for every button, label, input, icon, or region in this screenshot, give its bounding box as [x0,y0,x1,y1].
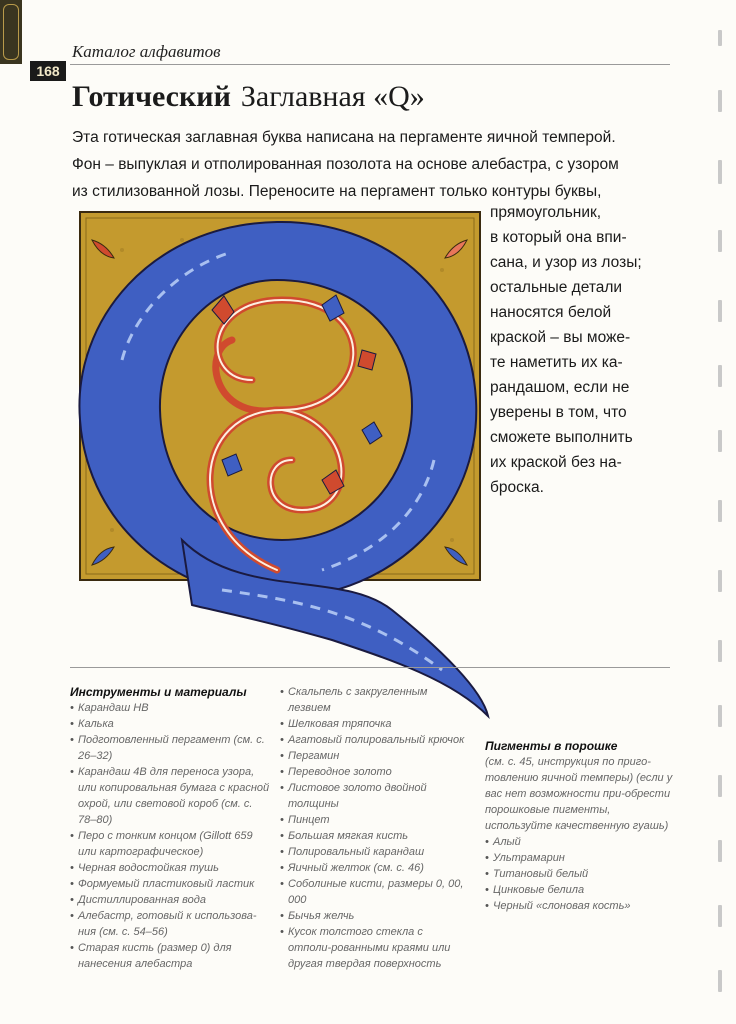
list-item: • Пергамин [280,748,465,764]
edge-tab [718,705,722,727]
list-item: • Шелковая тряпочка [280,716,465,732]
list-item: • Листовое золото двойной толщины [280,780,465,812]
materials-title: Инструменты и материалы [70,685,247,699]
list-item: • Большая мягкая кисть [280,828,465,844]
list-item: • Титановый белый [485,866,675,882]
side-line: уверены в том, что [490,404,627,421]
list-item: • Ультрамарин [485,850,675,866]
side-line: броска. [490,479,544,496]
section-rule [70,667,670,668]
side-line: те наметить их ка- [490,354,623,371]
edge-tab [718,500,722,522]
side-line: остальные детали [490,279,623,296]
materials-column-1 [70,684,270,972]
page-heading [72,80,425,114]
list-item: • Полировальный карандаш [280,844,465,860]
heading-bold: Готический [72,80,231,113]
side-line: прямоугольник, [490,204,602,221]
edge-tab [718,300,722,322]
side-line: сможете выполнить [490,429,633,446]
side-paragraph [490,200,680,500]
list-item: • Переводное золото [280,764,465,780]
edge-tab [718,365,722,387]
list-item: • Старая кисть (размер 0) для нанесения алебастра [70,940,270,972]
side-line: краской – вы може- [490,329,631,346]
pigments-list [485,834,675,914]
edge-tab [718,90,722,112]
page-number: 168 [30,61,66,81]
corner-ornament [0,0,22,64]
edge-tab [718,430,722,452]
list-item: • Яичный желток (см. с. 46) [280,860,465,876]
side-line: рандашом, если не [490,379,630,396]
list-item: • Соболиные кисти, размеры 0, 00, 000 [280,876,465,908]
intro-line: Эта готическая заглавная буква написана на пергаменте яичной темперой. [72,129,616,146]
materials-column-2 [280,684,465,972]
list-item: • Перо с тонким концом (Gillott 659 или картографическое) [70,828,270,860]
list-item: • Подготовленный пергамент (см. с. 26–32) [70,732,270,764]
list-item: • Алебастр, готовый к использова-ния (см. с. 54–56) [70,908,270,940]
top-rule [70,64,670,65]
materials-list-2 [280,684,465,972]
list-item: • Агатовый полировальный крючок [280,732,465,748]
list-item: • Калька [70,716,270,732]
list-item: • Черная водостойкая тушь [70,860,270,876]
edge-tab [718,970,722,992]
edge-tab [718,30,722,46]
edge-tab [718,775,722,797]
list-item: • Бычья желчь [280,908,465,924]
pigments-note: (см. с. 45, инструкция по приго-товлению яичной темперы) (если у вас нет возможности при-обрести порошковые пигменты, используйте качественную гуашь) [485,756,673,832]
pigments-column [485,738,675,914]
list-item: • Алый [485,834,675,850]
pigments-title: Пигменты в порошке [485,739,618,753]
list-item: • Черный «слоновая кость» [485,898,675,914]
edge-tab [718,905,722,927]
list-item: • Карандаш НВ [70,700,270,716]
intro-paragraph [72,124,672,205]
list-item: • Дистиллированная вода [70,892,270,908]
materials-list-1 [70,700,270,972]
list-item: • Кусок толстого стекла с отполи-рованными краями или другая твердая поверхность [280,924,465,972]
page-edge-tabs [718,0,730,1024]
section-title: Каталог алфавитов [72,42,221,61]
edge-tab [718,640,722,662]
heading-regular: Заглавная «Q» [240,80,425,113]
list-item: • Карандаш 4В для переноса узора, или копировальная бумага с красной охрой, или световой короб (см. с. 78–80) [70,764,270,828]
list-item: • Пинцет [280,812,465,828]
edge-tab [718,840,722,862]
edge-tab [718,160,722,184]
illuminated-q-illustration [62,210,492,720]
side-line: сана, и узор из лозы; [490,254,642,271]
edge-tab [718,570,722,592]
side-line: их краской без на- [490,454,622,471]
intro-line: из стилизованной лозы. Переносите на пергамент только контуры буквы, [72,183,602,200]
side-line: в который она впи- [490,229,627,246]
list-item: • Формуемый пластиковый ластик [70,876,270,892]
edge-tab [718,230,722,252]
list-item: • Скальпель с закругленным лезвием [280,684,465,716]
intro-line: Фон – выпуклая и отполированная позолота на основе алебастра, с узором [72,156,619,173]
list-item: • Цинковые белила [485,882,675,898]
side-line: наносятся белой [490,304,612,321]
